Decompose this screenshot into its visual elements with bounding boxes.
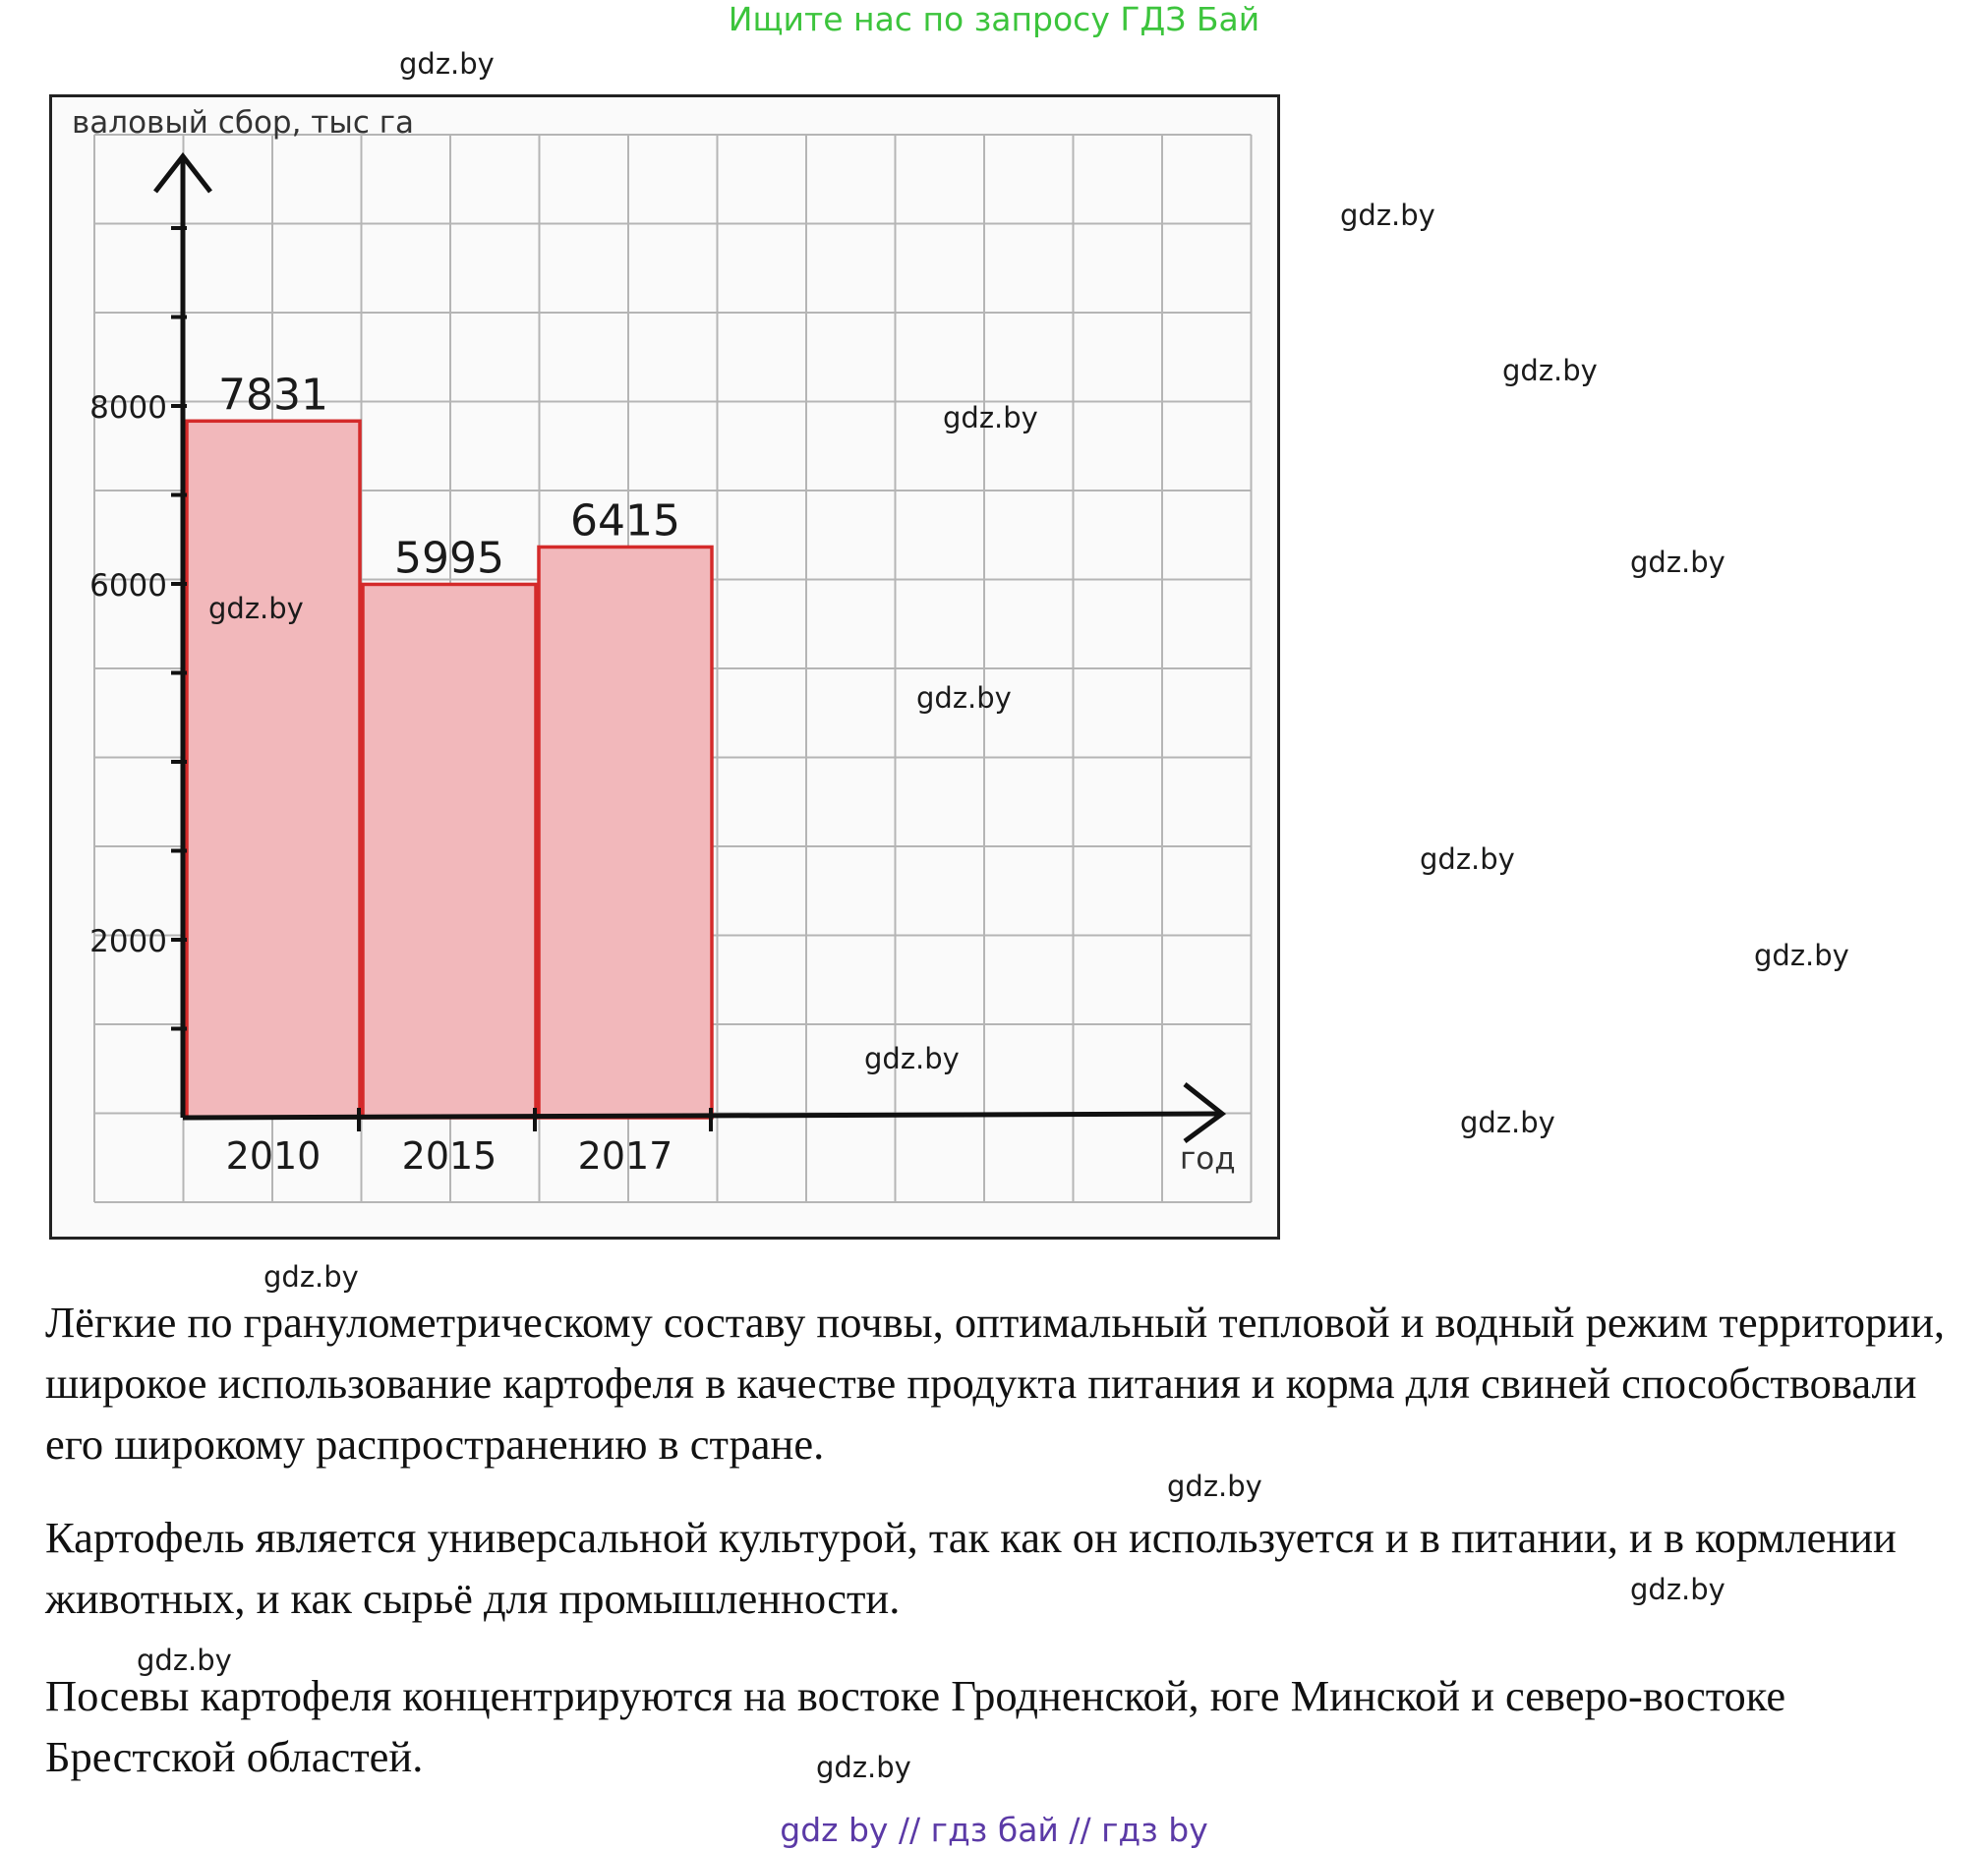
watermark: gdz.by [1420,842,1515,876]
x-tick-label-2010: 2010 [225,1134,322,1178]
x-axis-title: год [1180,1141,1236,1177]
x-tick-label-2015: 2015 [401,1134,497,1178]
watermark: gdz.by [1754,939,1849,972]
watermark: gdz.by [1167,1470,1262,1503]
bar-2015 [363,584,536,1118]
x-tick-label-2017: 2017 [577,1134,673,1178]
watermark: gdz.by [1630,546,1725,579]
data-label-2010: 7831 [218,370,328,421]
watermark: gdz.by [816,1751,911,1784]
y-tick-label-6000: 6000 [89,568,167,604]
answer-paragraph-3: Посевы картофеля концентрируются на востоке Гродненской, юге Минской и северо-востоке Брестской областей. [45,1671,1786,1781]
search-banner: Ищите нас по запросу ГДЗ Бай [728,0,1260,38]
watermark: gdz.by [1630,1573,1725,1606]
data-label-2017: 6415 [570,495,680,547]
watermark: gdz.by [943,401,1038,434]
watermark: gdz.by [1340,199,1435,232]
y-axis-title: валовый сбор, тыс га [72,105,415,141]
watermark: gdz.by [864,1042,960,1075]
watermark: gdz.by [1502,354,1598,387]
watermark: gdz.by [916,681,1012,715]
y-tick-label-2000: 2000 [89,924,167,959]
watermark: gdz.by [208,592,304,625]
watermark: gdz.by [137,1644,232,1677]
data-label-2015: 5995 [394,533,504,584]
watermark: gdz.by [399,47,495,81]
bar-chart [52,97,1277,1237]
answer-paragraph-2: Картофель является универсальной культурой, так как он используется и в питании, и в кормлении животных, и как сырьё для промышленности. [45,1513,1897,1623]
bar-2017 [539,547,712,1118]
answer-paragraph-1: Лёгкие по гранулометрическому составу почвы, оптимальный тепловой и водный режим территории, широкое использование картофеля в качестве продукта питания и корма для свиней способствовали его широкому распространению в стране. [45,1298,1946,1469]
chart-frame [49,94,1280,1240]
footer-links[interactable]: gdz by // гдз бай // гдз by [780,1811,1208,1849]
watermark: gdz.by [1460,1106,1555,1139]
watermark: gdz.by [263,1260,359,1294]
bar-2010 [187,421,360,1118]
y-tick-label-8000: 8000 [89,390,167,426]
